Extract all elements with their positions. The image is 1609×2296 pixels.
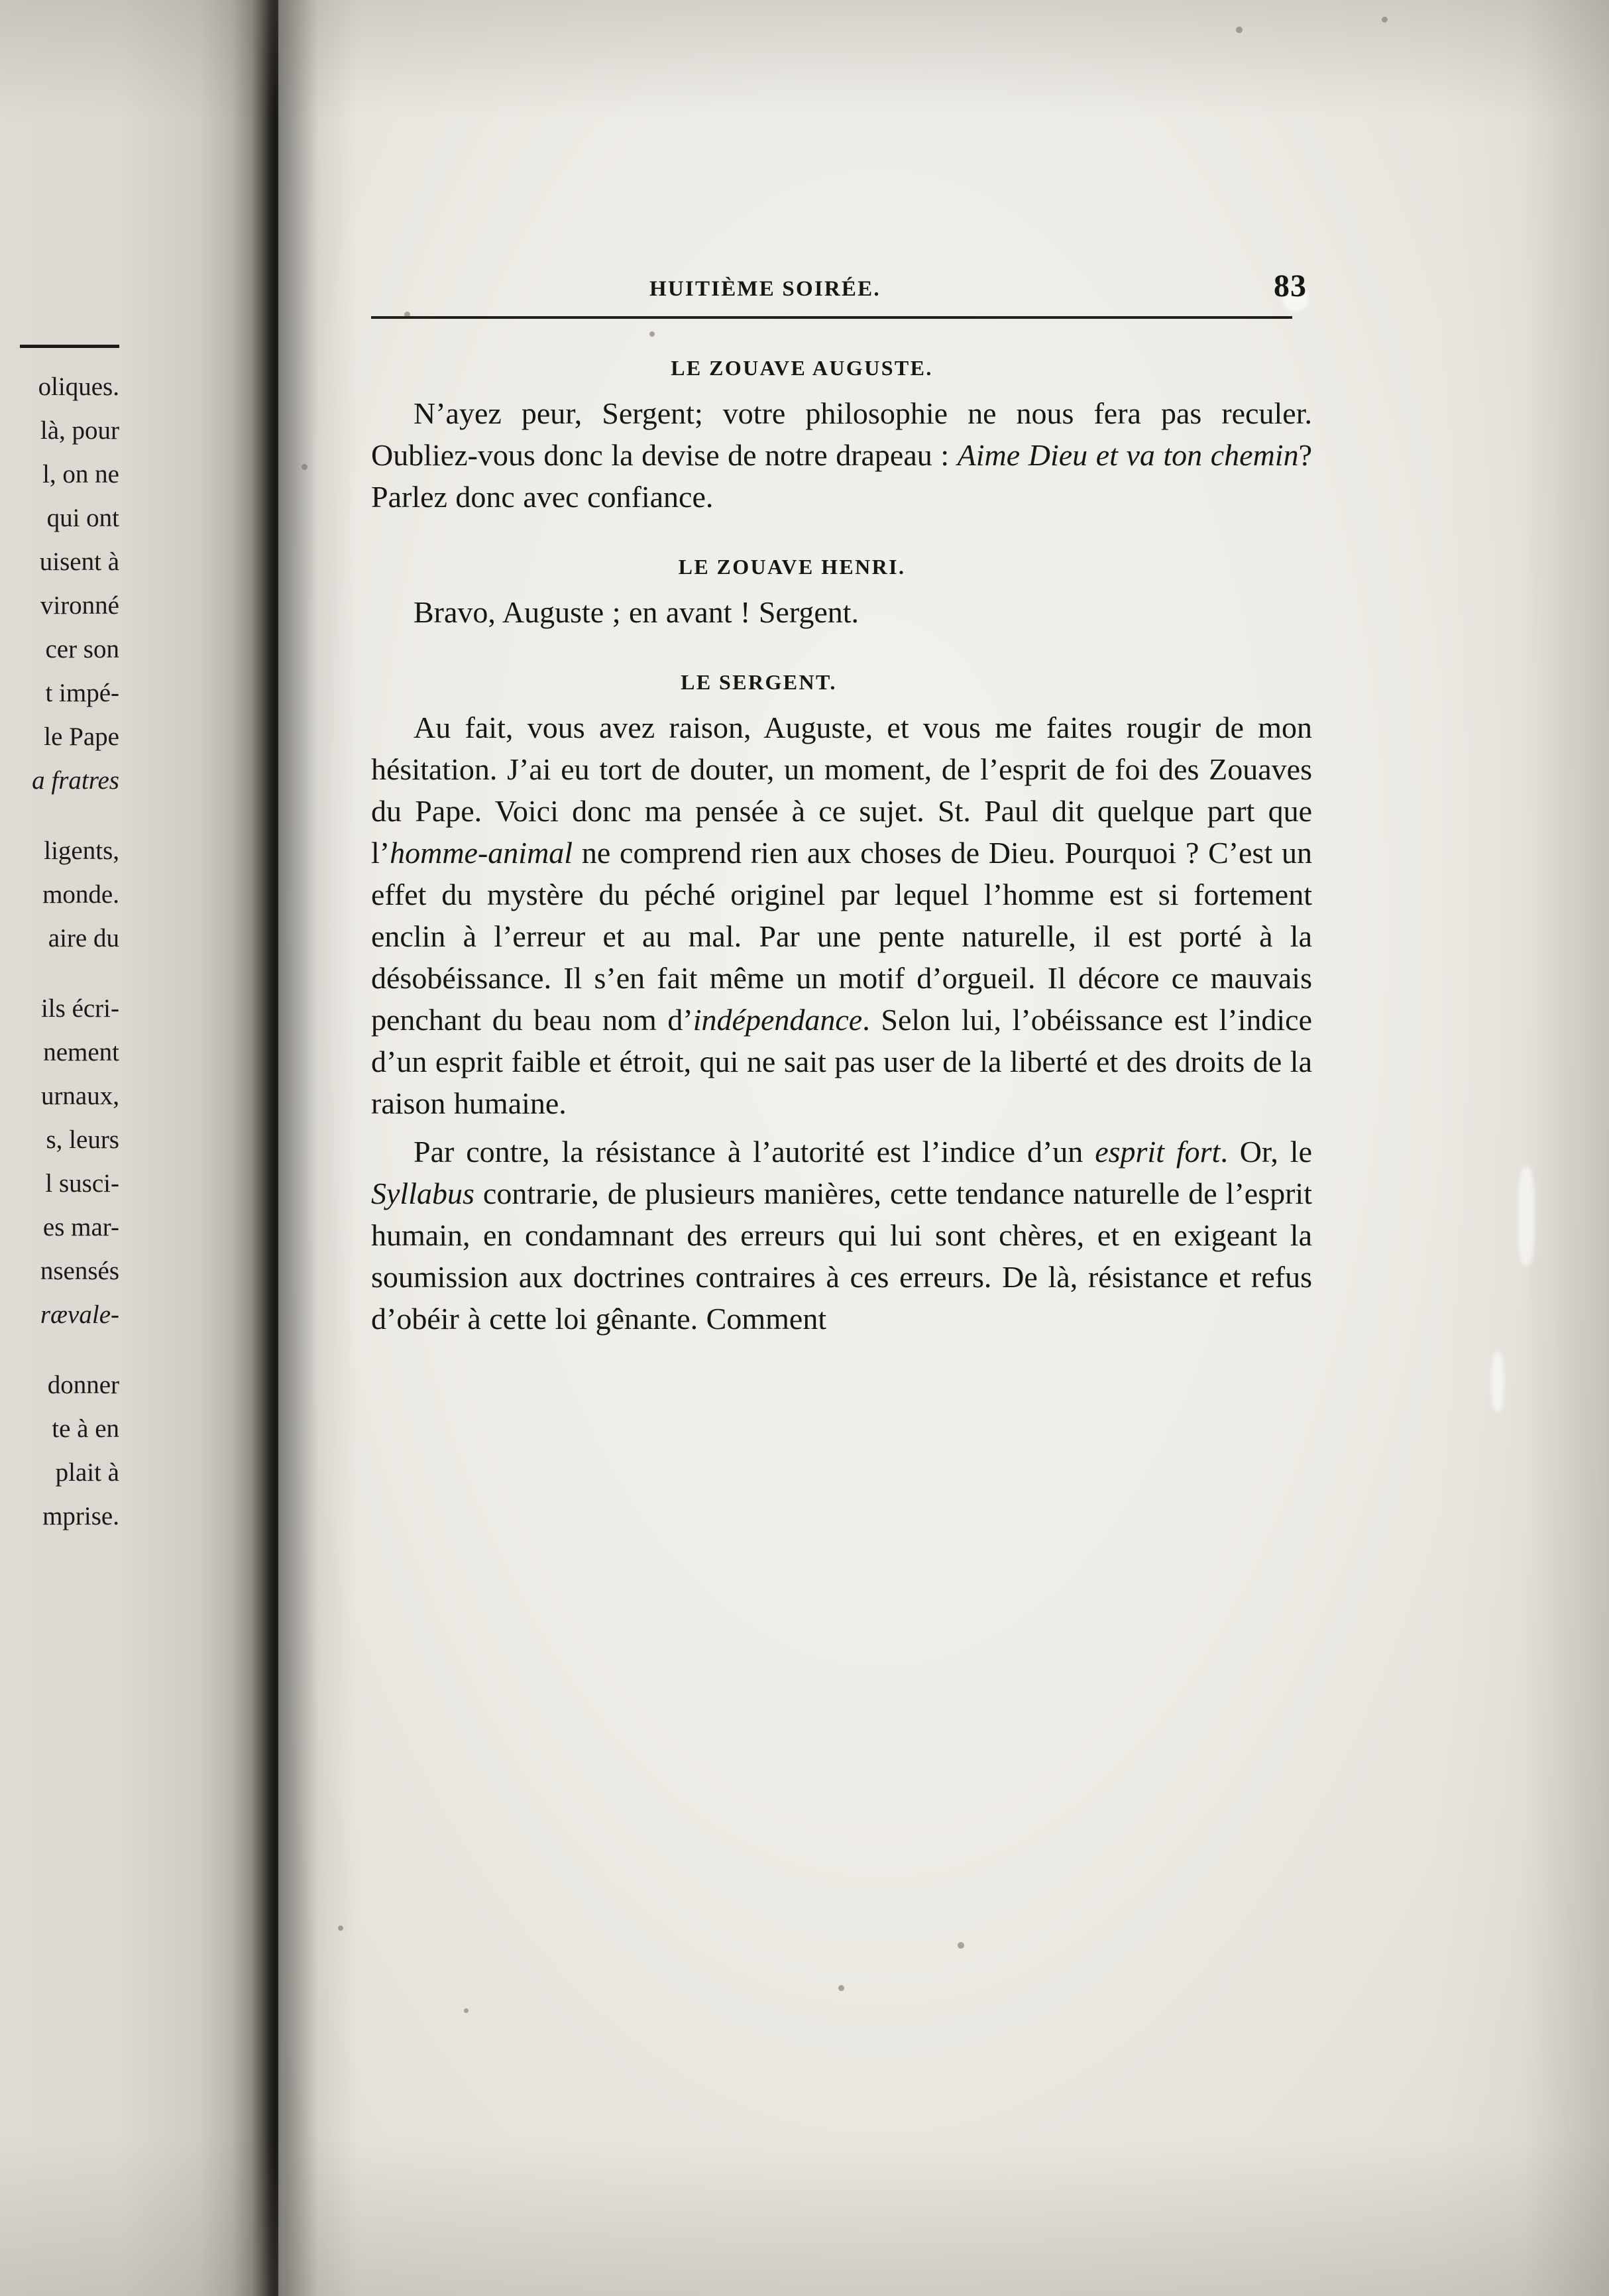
ink-speck [1236,27,1243,33]
italic-run: Aime Dieu et va ton chemin [957,438,1299,472]
ink-speck [464,2008,469,2013]
text-run: . Selon lui, l’obéissance est l’indice d’un esprit faible et étroit, qui ne sait pas user de la liberté et des droits de la raison humaine. [371,1003,1312,1120]
paragraph [371,392,1312,518]
ink-speck [838,1985,844,1991]
speaker-heading: LE SERGENT. [681,670,837,694]
fragment-line: t impé- [45,679,119,707]
text-run: Par contre, la résistance à l’autorité est l’indice d’un [414,1135,1095,1169]
fragment-line-italic: a fratres [32,766,119,795]
bottom-edge-vignette [0,2137,1609,2296]
italic-run: indépendance [693,1003,863,1037]
speaker-heading: LE ZOUAVE AUGUSTE. [671,356,933,380]
fragment-rule [20,345,119,348]
scan-highlight [1518,1167,1535,1266]
ink-speck [1382,17,1388,23]
fragment-line: ils écri- [40,994,119,1023]
running-head-title: HUITIÈME SOIRÉE. [649,277,881,301]
right-edge-vignette [1437,0,1609,2296]
text-run: Bravo, Auguste ; en avant ! Sergent. [414,595,860,629]
fragment-line: aire du [48,924,119,952]
fragment-line: l, on ne [42,460,119,488]
fragment-line: qui ont [46,504,119,532]
adjacent-page-fragment [0,345,125,1538]
gutter-gradient [278,0,358,2296]
italic-run: Syllabus [371,1177,474,1210]
fragment-line: oliques. [38,373,119,401]
speaker-heading: LE ZOUAVE HENRI. [678,555,906,579]
fragment-line: s, leurs [46,1125,119,1154]
fragment-line: là, pour [40,416,119,445]
text-run: ? Parlez donc avec confiance. [371,438,1312,514]
ink-speck [302,464,307,470]
running-header [371,265,1312,302]
scan-highlight [1491,1352,1504,1412]
fragment-line: vironné [40,591,119,620]
text-run: . Or, le [1220,1135,1312,1169]
paragraph [371,1131,1312,1340]
fragment-line: mprise. [42,1502,119,1530]
header-rule [371,316,1292,319]
fragment-line: uisent à [39,547,119,576]
top-edge-vignette [0,0,1609,119]
fragment-line: te à en [52,1414,119,1443]
fragment-line: plait à [55,1458,119,1487]
fragment-line-italic: rævale- [40,1300,119,1329]
fragment-line: l susci- [45,1169,119,1198]
text-run: N’ayez peur, Sergent; votre philosophie ne nous fera pas reculer. Oubliez-vous donc la devise de notre drapeau : [371,396,1312,472]
italic-run: homme-animal [390,836,573,870]
fragment-line: donner [47,1371,119,1399]
ink-speck [958,1942,964,1949]
fragment-line: cer son [45,635,119,663]
paragraph [371,707,1312,1124]
text-run: contrarie, de plusieurs manières, cette tendance naturelle de l’esprit humain, en condamnant des erreurs qui lui sont chères, et en exigeant la soumission aux doctrines contraires à ces erreurs. De là, résistance et refus d’obéir à cette loi gênante. Comment [371,1177,1312,1336]
text-run: ne comprend rien aux choses de Dieu. Pourquoi ? C’est un effet du mystère du péché originel par lequel l’homme est si fortement enclin à l’erreur et au mal. Par une pente naturelle, il est porté à la désobéissance. Il s’en fait même un motif d’orgueil. Il décore ce mauvais penchant du beau nom d’ [371,836,1312,1037]
fragment-line: es mar- [42,1213,119,1241]
fragment-line: nsensés [40,1257,119,1285]
ink-speck [338,1925,343,1931]
text-run: Au fait, vous avez raison, Auguste, et vous me faites rougir de mon hésitation. J’ai eu tort de douter, un moment, de l’esprit de foi des Zouaves du Pape. Voici donc ma pensée à ce sujet. St. Paul dit quelque part que l’ [371,711,1312,870]
page-text-block [371,265,1312,1346]
fragment-line: le Pape [44,722,119,751]
paragraph [371,591,1312,633]
page-number: 83 [1274,268,1307,304]
fragment-line: urnaux, [40,1082,119,1110]
italic-run: esprit fort [1095,1135,1221,1169]
fragment-line: nement [43,1038,119,1066]
fragment-line: ligents, [44,836,119,865]
fragment-line: monde. [42,880,119,909]
